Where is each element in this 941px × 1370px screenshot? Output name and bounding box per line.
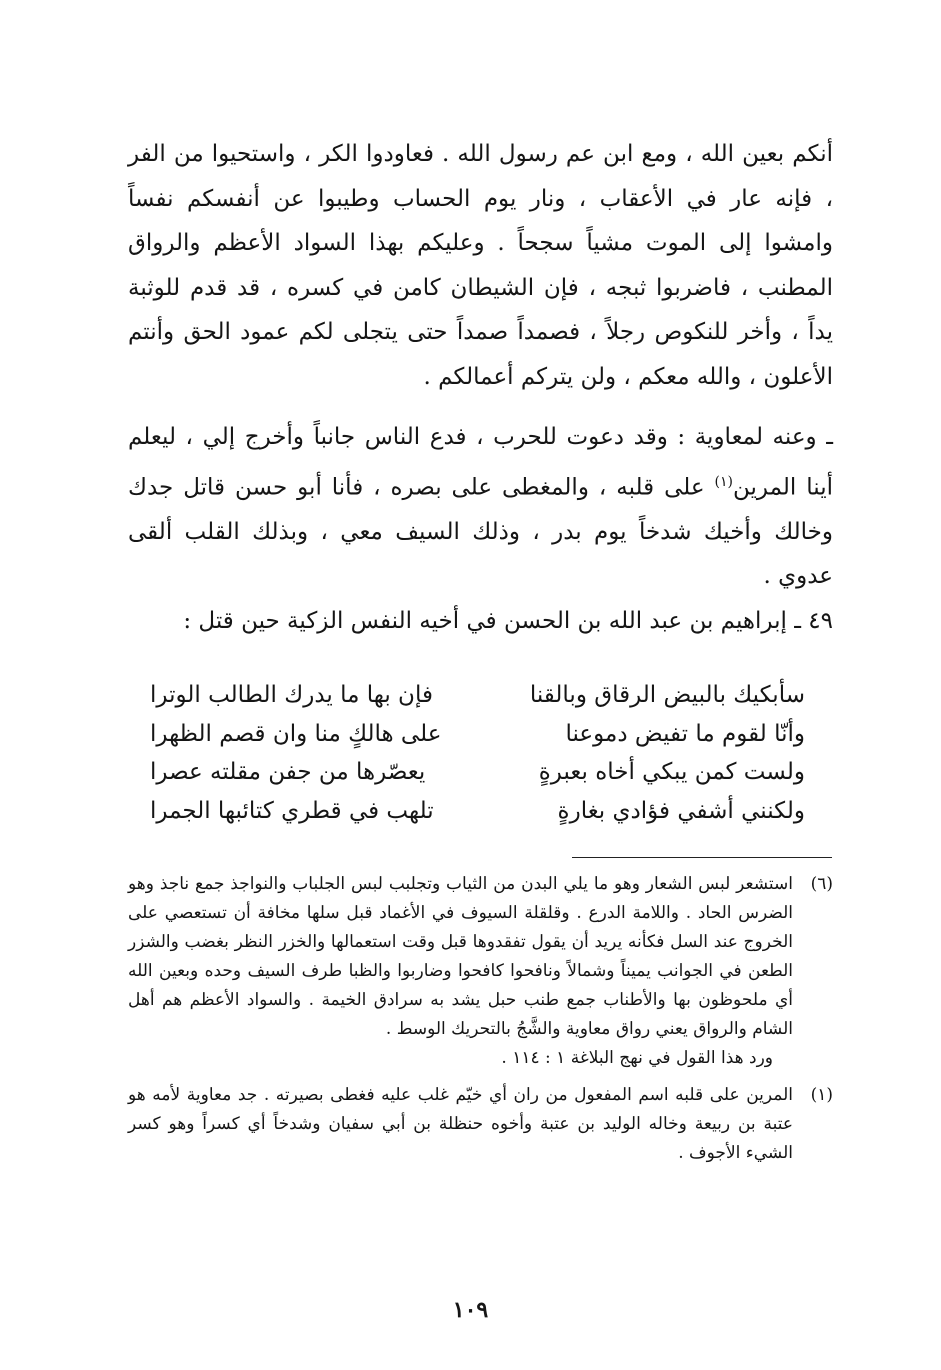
poem-hemistich-first: سأبكيك بالبيض الرقاق وبالقنا [529, 682, 805, 708]
poem-verse [150, 792, 805, 831]
footnote-separator [572, 857, 832, 858]
entry-49-heading: ٤٩ ـ إبراهيم بن عبد الله بن الحسن في أخيه النفس الزكية حين قتل : [183, 607, 833, 634]
footnote-text: استشعر لبس الشعار وهو ما يلي البدن من الثياب وتجلبب لبس الجلباب والنواجذ جمع ناجذ وهو الضرس الحاد . واللامة الدرع . وقلقلة السيوف في الأغماد قبل سلها مخافة أن تستعصي على الخروج عند السل فكأنه يريد أن يقول تفقدوها قبل وقت استعمالها والخزر النظر بغضب والشزر الطعن في الجوانب يميناً وشمالاً ونافحوا كافحوا وضاربوا والظبا طرف السيف وحده وبعين الله أي ملحوظون بها والأطناب جمع طنب حبل يشد به سرادق الخيمة . والسواد الأعظم هم أهل الشام والرواق يعني رواق معاوية والشَّجُ بالتحريك الوسط . [128, 874, 793, 1039]
poem-verse [150, 753, 805, 792]
poem-verse [150, 676, 805, 715]
footnote-text: المرين على قلبه اسم المفعول من ران أي خيّم غلب عليه فغطى بصيرته . جد معاوية لأمه هو عتبة بن ربيعة وخاله الوليد بن عتبة وأخوه حنظلة بن أبي سفيان وشدخاً أي كسراً وهو كسر الشيء الأجوف . [128, 1085, 793, 1163]
poem-hemistich-second: يعصّرها من جفن مقلته عصرا [150, 759, 426, 785]
footnotes [128, 870, 833, 1168]
page-number: ١٠٩ [452, 1297, 489, 1323]
footnote-1 [128, 1081, 833, 1168]
poem-hemistich-first: ولكنني أشفي فؤادي بغارةٍ [557, 797, 805, 824]
poem-hemistich-first: ولست كمن يبكي أخاه بعبرةٍ [538, 759, 805, 785]
letter-text-part-1: ـ وعنه لمعاوية : وقد دعوت للحرب ، فدع الناس جانباً وأخرج إلي ، ليعلم أينا المرين [128, 424, 833, 501]
footnote-source-note: ورد هذا القول في نهج البلاغة ١ : ١١٤ . [501, 1048, 773, 1068]
poem-hemistich-first: وأنّا لقوم ما تفيض دموعنا [565, 720, 805, 747]
paragraph-letter-to-muawiya [128, 415, 833, 599]
poem [150, 676, 805, 830]
footnote-reference-1: (١) [714, 473, 733, 490]
poem-hemistich-second: تلهب في قطري كتائبها الجمرا [150, 797, 434, 824]
main-text [128, 132, 833, 643]
footnote-6 [128, 870, 833, 1044]
footnote-number: (١) [810, 1085, 833, 1105]
letter-text-part-2: على قلبه ، والمغطى على بصره ، فأنا أبو حسن قاتل جدك وخالك وأخيك شدخاً يوم بدر ، وذلك السيف معي ، وبذلك القلب ألقى عدوي . [128, 474, 833, 590]
poem-hemistich-second: على هالكٍ منا وان قصم الظهرا [150, 720, 442, 747]
poem-verse [150, 715, 805, 754]
paragraph-speech: أنكم بعين الله ، ومع ابن عم رسول الله . فعاودوا الكر ، واستحيوا من الفر ، فإنه عار في الأعقاب ، ونار يوم الحساب وطيبوا عن أنفسكم نفساً وامشوا إلى الموت مشياً سجحاً . وعليكم بهذا السواد الأعظم والرواق المطنب ، فاضربوا ثبجه ، فإن الشيطان كامن في كسره ، قد قدم للوثبة يداً ، وأخر للنكوص رجلاً ، فصمداً صمداً حتى يتجلى لكم عمود الحق وأنتم الأعلون ، والله معكم ، ولن يتركم أعمالكم . [128, 141, 833, 390]
footnote-number: (٦) [810, 874, 833, 894]
poem-hemistich-second: فإن بها ما يدرك الطالب الوترا [150, 682, 433, 708]
